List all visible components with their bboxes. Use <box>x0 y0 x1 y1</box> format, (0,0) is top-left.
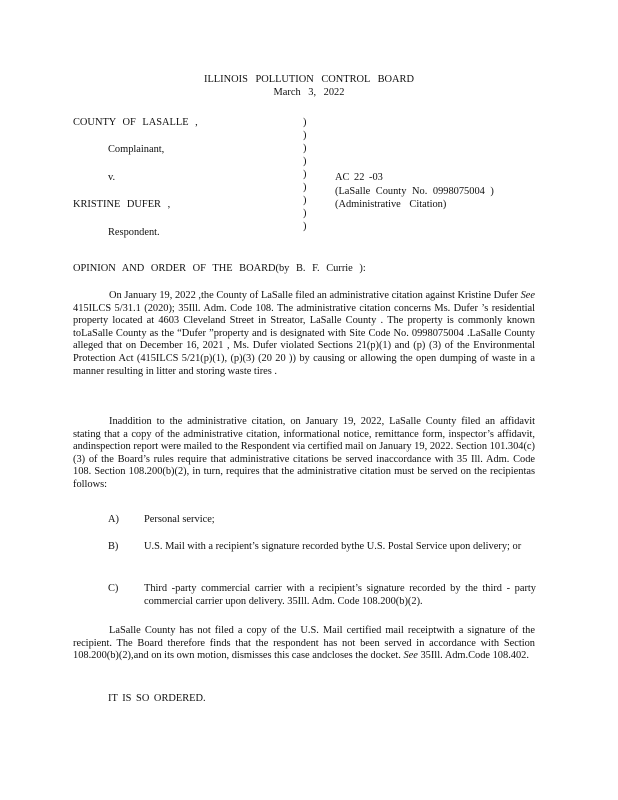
caption-paren: ) <box>303 117 307 128</box>
caption-paren: ) <box>303 182 307 193</box>
paragraph-3-text-b: 35Ill. Adm.Code 108.402. <box>417 650 529 662</box>
complainant-role: Complainant, <box>108 144 165 155</box>
county-number: (LaSalle County No. 0998075004 ) <box>335 186 494 197</box>
caption-paren: ) <box>303 169 307 180</box>
paragraph-1 <box>73 290 535 378</box>
respondent-name: KRISTINE DUFER , <box>73 199 171 210</box>
caption-paren: ) <box>303 221 307 232</box>
paragraph-3 <box>73 625 535 663</box>
document-date: March 3, 2022 <box>273 87 345 98</box>
list-item-b-text: U.S. Mail with a recipient’s signature recorded bythe U.S. Postal Service upon delivery; or <box>144 541 522 552</box>
list-item-c-text: Third -party commercial carrier with a recipient’s signature recorded by the third - party commercial carrier upon delivery. 35Ill. Adm. Code 108.200(b)(2). <box>144 583 536 607</box>
caption-parentheses <box>303 116 306 233</box>
opinion-heading: OPINION AND ORDER OF THE BOARD(by B. F. Currie ): <box>73 263 366 274</box>
paragraph-2-text: Inaddition to the administrative citation, on January 19, 2022, LaSalle County filed an affidavit stating that a copy of the administrative citation, informational notice, remittance form, inspector’s affidavit, andinspection report were mailed to the Respondent via certified mail on January 19, 2022. Section 101.304(c)(3) of the Board’s rules require that administrative citations be served inaccordance with 35 Ill. Adm. Code 108. Section 108.200(b)(2), in turn, requires that the administrative citation must be served on the recipientas follows: <box>73 416 535 490</box>
board-name: ILLINOIS POLLUTION CONTROL BOARD <box>203 74 414 85</box>
versus-label: v. <box>108 172 116 183</box>
list-item-b-letter: B) <box>108 541 119 552</box>
caption-paren: ) <box>303 130 307 141</box>
paragraph-1-text-b: 415ILCS 5/31.1 (2020); 35Ill. Adm. Code 108. The administrative citation concerns Ms. Dufer ’s residential property located at 4603 Cleveland Street in Streator, LaSalle County . The property is commonly known toLaSalle County as the “Dufer ”property and is designated with Site Code No. 0998075004 .LaSalle County alleged that on December 16, 2021 , Ms. Dufer violated Sections 21(p)(1) and (p) (3) of the Environmental Protection Act (415ILCS 5/21(p)(1), (p)(3) (20 20 )) by causing or allowing the open dumping of waste in a manner resulting in litter and storing waste tires . <box>73 302 535 377</box>
see-citation-signal: See <box>520 290 535 301</box>
respondent-role: Respondent. <box>108 227 160 238</box>
paragraph-3-text-a: LaSalle County has not filed a copy of the U.S. Mail certified mail receiptwith a signature of the recipient. The Board therefore finds that the respondent has not been served in accordance with Section 108.200(b)(2),and on its own motion, dismisses this case andcloses the docket. <box>73 625 535 662</box>
list-item-c-letter: C) <box>108 583 119 594</box>
caption-paren: ) <box>303 156 307 167</box>
caption-paren: ) <box>303 195 307 206</box>
paragraph-2 <box>73 416 535 492</box>
complainant-name: COUNTY OF LASALLE , <box>73 117 198 128</box>
list-item-a-letter: A) <box>108 514 119 525</box>
closing-order: IT IS SO ORDERED. <box>108 693 206 704</box>
citation-type: (Administrative Citation) <box>335 199 447 210</box>
list-item-a-text: Personal service; <box>144 514 215 525</box>
see-citation-signal: See <box>403 650 418 662</box>
case-number: AC 22 -03 <box>335 172 383 183</box>
caption-paren: ) <box>303 143 307 154</box>
caption-paren: ) <box>303 208 307 219</box>
paragraph-1-text-a: On January 19, 2022 ,the County of LaSalle filed an administrative citation against Kristine Dufer <box>109 290 521 301</box>
